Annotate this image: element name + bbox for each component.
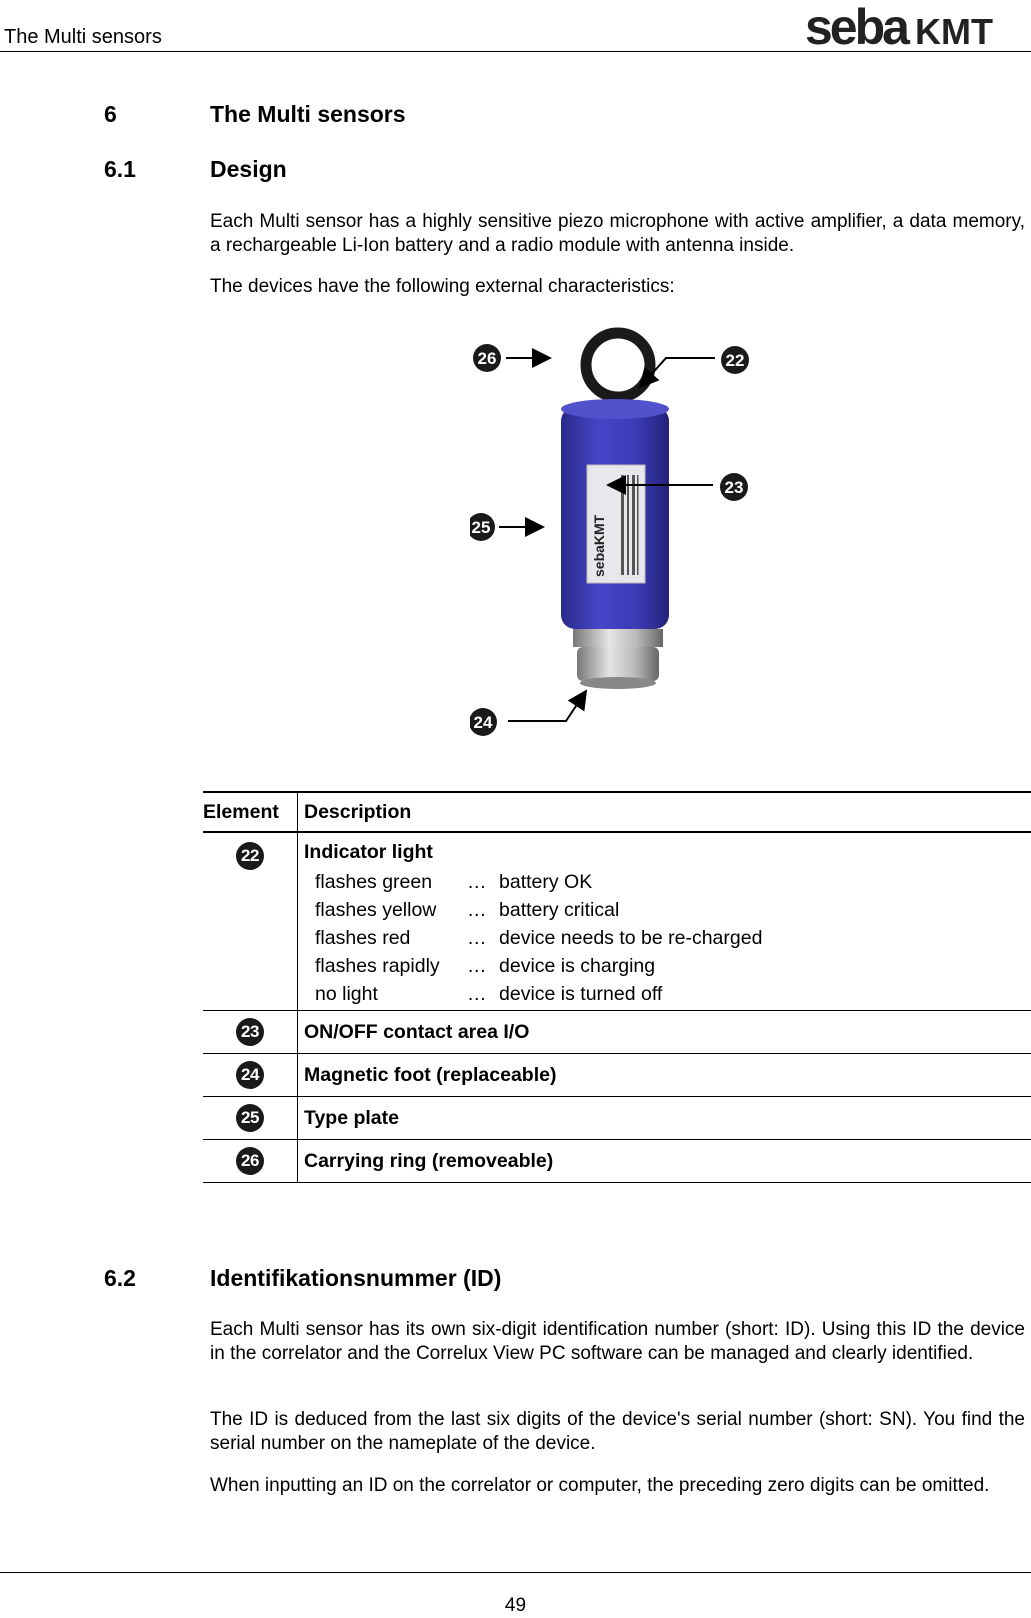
subsection-number: 6.2: [104, 1265, 136, 1291]
section-number: 6: [104, 101, 117, 127]
state-label: no light: [315, 983, 378, 1005]
state-meaning: device needs to be re-charged: [499, 927, 763, 949]
callout-label-25: 25: [471, 518, 491, 537]
indicator-states-list: [315, 870, 1031, 1006]
table-header-row: [203, 792, 1031, 832]
id-paragraph-2: The ID is deduced from the last six digits of the device's serial number (short: SN). You find the serial number on the nameplate of the device.: [210, 1409, 1025, 1454]
id-paragraph-3: When inputting an ID on the correlator or computer, the preceding zero digits can be omitted.: [210, 1475, 990, 1496]
table-row: [203, 1011, 1031, 1054]
multi-sensor-figure: [470, 325, 800, 765]
callout-label-23: 23: [724, 478, 744, 497]
table-row: [203, 1140, 1031, 1183]
state-separator: …: [467, 955, 487, 977]
subsection-heading: Identifikationsnummer (ID): [210, 1265, 502, 1291]
state-meaning: device is charging: [499, 955, 656, 977]
design-paragraph-2: The devices have the following external characteristics:: [210, 276, 675, 297]
id-paragraph-1: Each Multi sensor has its own six-digit identification number (short: ID). Using this ID the device in the correlator and the Correlux View PC software can be managed and clearly identified.: [210, 1319, 1025, 1364]
column-header-element: Element: [203, 792, 298, 832]
state-separator: …: [467, 871, 487, 893]
subsection-number: 6.1: [104, 156, 136, 182]
callout-label-26: 26: [477, 349, 497, 368]
section-heading: The Multi sensors: [210, 101, 406, 127]
state-meaning: battery critical: [499, 899, 620, 921]
running-header-title: The Multi sensors: [4, 26, 162, 48]
magnetic-foot: [573, 629, 663, 689]
type-plate: [587, 465, 645, 583]
element-badge-24: 24: [236, 1061, 264, 1089]
state-meaning: device is turned off: [499, 983, 663, 1005]
callout-label-24: 24: [473, 713, 493, 732]
carrying-ring: [586, 333, 650, 409]
element-description: ON/OFF contact area I/O: [298, 1011, 1031, 1054]
state-label: flashes rapidly: [315, 955, 440, 977]
state-label: flashes red: [315, 927, 411, 949]
table-row: [203, 832, 1031, 1011]
header-rule: [0, 51, 1031, 52]
sebakmt-logo: [805, 2, 1025, 50]
element-badge-22: 22: [236, 842, 264, 870]
element-badge-26: 26: [236, 1147, 264, 1175]
footer-rule: [0, 1572, 1031, 1573]
svg-text:seba: seba: [805, 2, 907, 50]
type-plate-logo-text: sebaKMT: [591, 514, 607, 577]
element-description: Magnetic foot (replaceable): [298, 1054, 1031, 1097]
state-label: flashes green: [315, 871, 433, 893]
callout-label-22: 22: [725, 351, 745, 370]
table-row: [203, 1097, 1031, 1140]
element-description: Type plate: [298, 1097, 1031, 1140]
state-separator: …: [467, 927, 487, 949]
element-description-table: [203, 791, 1031, 1183]
state-separator: …: [467, 983, 487, 1005]
state-label: flashes yellow: [315, 899, 437, 921]
element-badge-23: 23: [236, 1018, 264, 1046]
callout-arrow-24: [508, 691, 586, 721]
state-separator: …: [467, 899, 487, 921]
table-row: [203, 1054, 1031, 1097]
state-meaning: battery OK: [499, 871, 593, 893]
element-badge-25: 25: [236, 1104, 264, 1132]
element-description: Carrying ring (removeable): [298, 1140, 1031, 1183]
svg-text:KMT: KMT: [915, 11, 993, 50]
column-header-description: Description: [298, 792, 1031, 832]
indicator-light-title: Indicator light: [304, 841, 433, 863]
design-paragraph-1: Each Multi sensor has a highly sensitive piezo microphone with active amplifier, a data memory, a rechargeable Li-Ion battery and a radio module with antenna inside.: [210, 211, 1025, 256]
page-number: 49: [504, 1595, 527, 1616]
subsection-heading: Design: [210, 156, 287, 182]
